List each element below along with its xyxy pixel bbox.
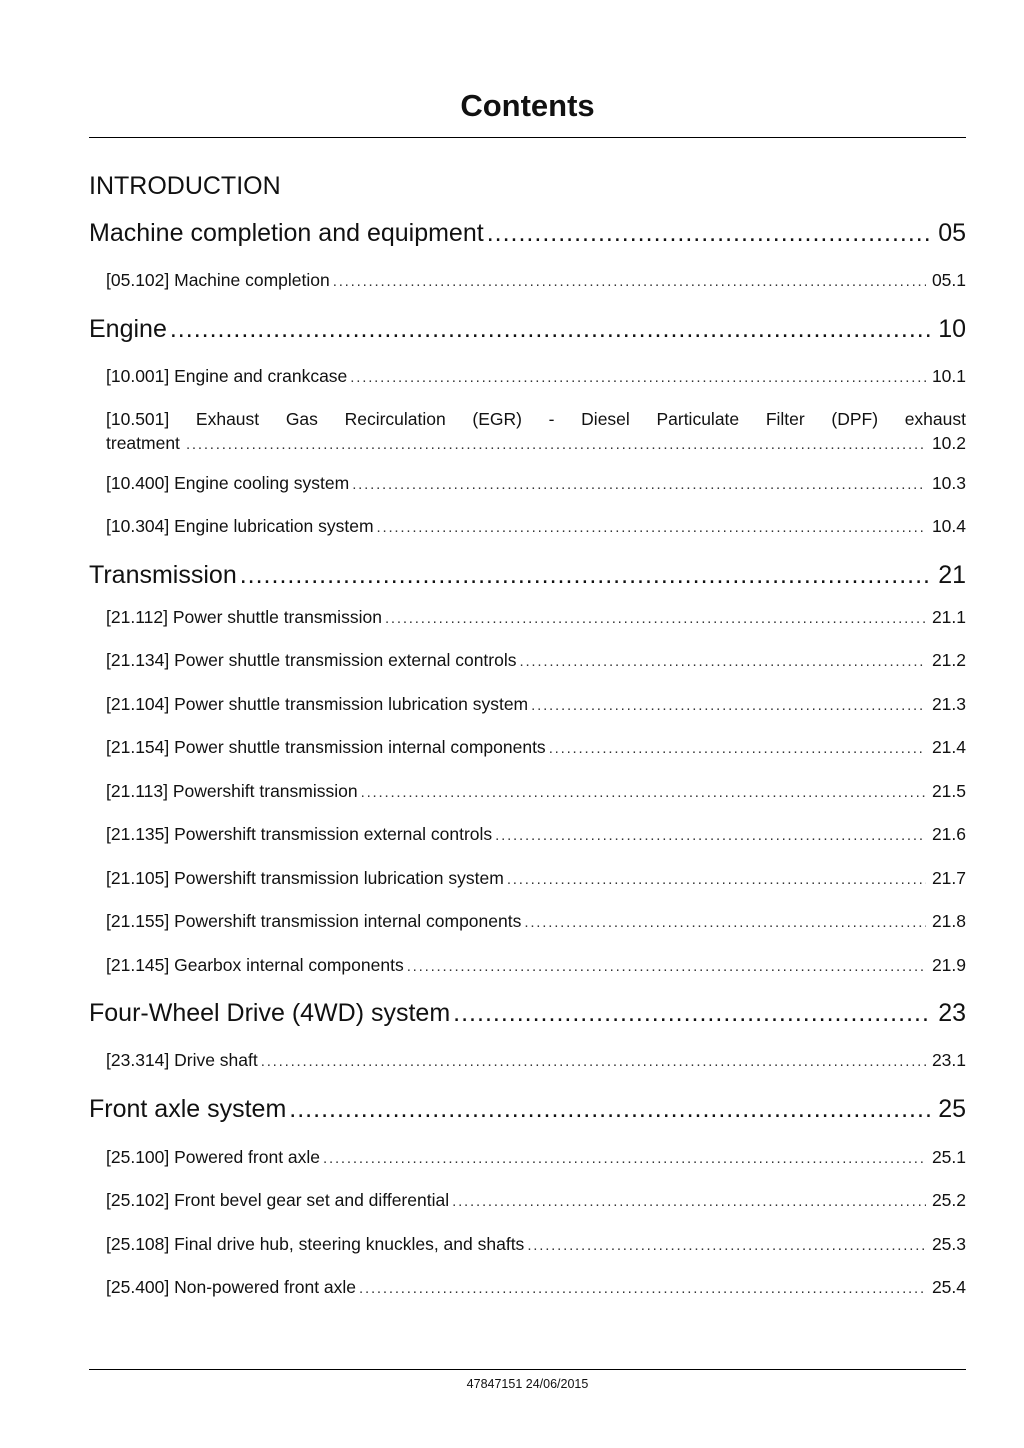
toc-entry-21-113[interactable] <box>106 779 966 805</box>
toc-page-number: 21.7 <box>931 868 966 888</box>
toc-entry-label: [10.001] Engine and crankcase <box>106 366 348 386</box>
toc-leader-dots <box>350 366 926 390</box>
toc-section-front-axle[interactable] <box>89 1093 966 1125</box>
toc-page-number: 21.3 <box>931 694 966 714</box>
toc-section-label: Engine <box>89 315 167 343</box>
toc-entry-21-135[interactable] <box>106 822 966 848</box>
toc-leader-dots <box>261 1050 926 1074</box>
toc-entry-label-line2: treatment <box>106 433 180 453</box>
toc-leader-dots <box>170 313 932 345</box>
toc-entry-label: [21.134] Power shuttle transmission external controls <box>106 650 517 670</box>
toc-entry-21-112[interactable] <box>106 605 966 631</box>
toc-entry-label: [21.154] Power shuttle transmission internal components <box>106 737 546 757</box>
toc-entry-10-001[interactable] <box>106 364 966 390</box>
toc-entry-label: [21.135] Powershift transmission external controls <box>106 824 493 844</box>
toc-entry-label: [21.105] Powershift transmission lubrication system <box>106 868 504 888</box>
toc-leader-dots <box>524 911 926 935</box>
toc-entry-label: [21.112] Power shuttle transmission <box>106 607 382 627</box>
toc-leader-dots <box>507 868 926 892</box>
toc-leader-dots <box>549 737 926 761</box>
toc-page-number: 10.2 <box>931 433 966 453</box>
toc-page-number: 21 <box>938 561 966 589</box>
toc-entry-line2 <box>106 431 966 457</box>
toc-entry-label: [10.400] Engine cooling system <box>106 473 350 493</box>
toc-leader-dots <box>495 824 926 848</box>
toc-entry-25-108[interactable] <box>106 1232 966 1258</box>
toc-leader-dots <box>453 997 932 1029</box>
toc-page-number: 25.4 <box>931 1277 966 1297</box>
toc-leader-dots <box>240 559 932 591</box>
toc-leader-dots <box>333 270 926 294</box>
toc-entry-10-501[interactable] <box>106 407 966 457</box>
toc-page-number: 23 <box>938 999 966 1027</box>
toc-entry-05-102[interactable] <box>106 268 966 294</box>
toc-leader-dots <box>385 607 926 631</box>
toc-entry-25-100[interactable] <box>106 1145 966 1171</box>
toc-section-machine-completion[interactable] <box>89 217 966 249</box>
toc-section-transmission[interactable] <box>89 559 966 591</box>
toc-page-number: 10 <box>938 315 966 343</box>
toc-page-number: 21.4 <box>931 737 966 757</box>
toc-section-label: Transmission <box>89 561 237 589</box>
toc-section-label: Front axle system <box>89 1095 287 1123</box>
toc-page-number: 10.4 <box>931 516 966 536</box>
toc-entry-21-145[interactable] <box>106 953 966 979</box>
toc-leader-dots <box>323 1147 926 1171</box>
toc-page-number: 21.6 <box>931 824 966 844</box>
toc-leader-dots <box>186 433 926 457</box>
toc-entry-label: [21.104] Power shuttle transmission lubrication system <box>106 694 529 714</box>
toc-entry-label: [10.304] Engine lubrication system <box>106 516 374 536</box>
toc-page-number: 10.3 <box>931 473 966 493</box>
toc-leader-dots <box>531 694 926 718</box>
toc-page-number: 25.2 <box>931 1190 966 1210</box>
toc-page-number: 05 <box>938 219 966 247</box>
toc-entry-21-134[interactable] <box>106 648 966 674</box>
toc-entry-10-400[interactable] <box>106 471 966 497</box>
toc-page-number: 21.8 <box>931 911 966 931</box>
toc-section-label: Four-Wheel Drive (4WD) system <box>89 999 451 1027</box>
title-divider <box>89 137 966 138</box>
toc-entry-23-314[interactable] <box>106 1048 966 1074</box>
toc-section-engine[interactable] <box>89 313 966 345</box>
toc-page-number: 25 <box>938 1095 966 1123</box>
toc-leader-dots <box>377 516 926 540</box>
footer-doc-id: 47847151 24/06/2015 <box>466 1377 589 1391</box>
toc-entry-label: [25.102] Front bevel gear set and differential <box>106 1190 450 1210</box>
toc-entry-label: [21.155] Powershift transmission internal components <box>106 911 522 931</box>
toc-entry-label: [21.113] Powershift transmission <box>106 781 358 801</box>
toc-entry-label: [25.100] Powered front axle <box>106 1147 321 1167</box>
toc-page-number: 25.1 <box>931 1147 966 1167</box>
toc-entry-label: [21.145] Gearbox internal components <box>106 955 404 975</box>
toc-entry-label: [05.102] Machine completion <box>106 270 330 290</box>
toc-page-number: 25.3 <box>931 1234 966 1254</box>
toc-entry-21-154[interactable] <box>106 735 966 761</box>
toc-entry-label: [25.108] Final drive hub, steering knuckles, and shafts <box>106 1234 525 1254</box>
toc-page-number: 10.1 <box>931 366 966 386</box>
toc-page-number: 05.1 <box>931 270 966 290</box>
toc-page-number: 21.2 <box>931 650 966 670</box>
toc-entry-label: [23.314] Drive shaft <box>106 1050 258 1070</box>
intro-heading: INTRODUCTION <box>89 172 281 200</box>
toc-leader-dots <box>519 650 925 674</box>
toc-page-number: 21.9 <box>931 955 966 975</box>
toc-entry-21-155[interactable] <box>106 909 966 935</box>
footer-divider <box>89 1369 966 1370</box>
toc-leader-dots <box>452 1190 926 1214</box>
toc-page-number: 21.1 <box>931 607 966 627</box>
toc-leader-dots <box>527 1234 926 1258</box>
toc-entry-21-104[interactable] <box>106 692 966 718</box>
toc-leader-dots <box>407 955 926 979</box>
toc-page-number: 23.1 <box>931 1050 966 1070</box>
page-title: Contents <box>460 88 595 123</box>
toc-entry-25-400[interactable] <box>106 1275 966 1301</box>
toc-leader-dots <box>289 1093 932 1125</box>
toc-page-number: 21.5 <box>931 781 966 801</box>
toc-leader-dots <box>361 781 926 805</box>
toc-entry-10-304[interactable] <box>106 514 966 540</box>
toc-leader-dots <box>359 1277 926 1301</box>
toc-entry-25-102[interactable] <box>106 1188 966 1214</box>
toc-section-4wd[interactable] <box>89 997 966 1029</box>
toc-leader-dots <box>352 473 926 497</box>
toc-entry-label: [25.400] Non-powered front axle <box>106 1277 357 1297</box>
toc-entry-label-line1: [10.501] Exhaust Gas Recirculation (EGR) - Diesel Particulate Filter (DPF) exhaust <box>106 409 966 429</box>
toc-entry-21-105[interactable] <box>106 866 966 892</box>
toc-leader-dots <box>487 217 932 249</box>
toc-section-label: Machine completion and equipment <box>89 219 484 247</box>
